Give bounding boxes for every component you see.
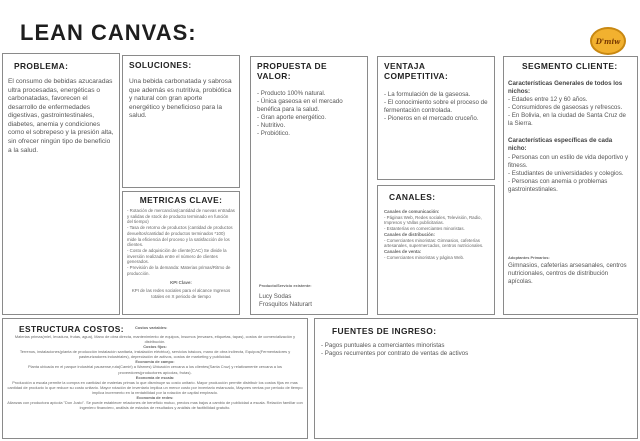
canales-title: CANALES:: [389, 192, 436, 202]
kpi-text: KPI de las redes sociales para el alcance Ingresos totales en X periodo de tiempo: [131, 288, 231, 300]
costos-title: ESTRUCTURA COSTOS:: [19, 324, 124, 334]
early-adopters-title: Adoptantes Primarios:: [508, 255, 550, 260]
costos-escala-title: Economía de escala:: [135, 374, 175, 380]
list-item: - El conocimiento sobre el proceso de fermentación controlada.: [384, 99, 488, 115]
existente-item: Frosquitos Naturart: [259, 301, 312, 309]
costos-fijos-text: Terrenos, instalaciones(planta de producción instalación sanitaria, instalación eléctrica), servicios básicos, mano de obra indirecta, Equipos(Fermentadores y pasteurizadores industriales), depreciación de activos, costos de marketing y publicidad.: [19, 349, 291, 360]
list-item: - Páginas Web, Redes sociales, Televisión, Radio, Impresos y Vallas publicitarias.: [384, 214, 482, 226]
propuesta-section: [250, 56, 368, 315]
list-item: - En Bolivia, en la ciudad de Santa Cruz de la Sierra.: [508, 112, 626, 128]
brand-logo: D'miw: [590, 27, 626, 55]
ventaja-title: VENTAJA COMPETITIVA:: [384, 61, 449, 81]
costos-redes-text: Alianzas con productora apícola "Don Justo". Se puede establecer relaciones de beneficio mutuo, precios mas bajos a cambio de publicidad a escala. Relación familiar con ingeniero financiero, análisis de estados de resultados y análisis de factibilidad gratuito.: [7, 400, 303, 411]
list-item: - Edades entre 12 y 60 años.: [508, 96, 588, 104]
costos-section: [2, 318, 308, 439]
list-item: - Comerciantes minoristas y página Web.: [384, 254, 465, 260]
costos-variables-title: Costos variables:: [135, 325, 168, 330]
list-item: - Nutritivo.: [257, 122, 286, 130]
list-item: - Comerciantes minoristas: Gimnasios, cafeterías artesanales, supermercados, centros nutricionales.: [384, 237, 484, 249]
list-item: - Previsión de la demanda: Materias primas/Ritmo de producción.: [127, 265, 231, 276]
costos-campo-text: Planta ubicada en el parque industrial pausense,ruta(Camiri) a Warnes) Ubicación cercana a los clientes(Santa Cruz) y relativamente cercana a los proveedores(productores apícolas, frutas).: [28, 364, 282, 375]
canales-section: [377, 185, 495, 315]
propuesta-title: PROPUESTA DE VALOR:: [257, 61, 327, 81]
fuentes-list: [321, 342, 631, 358]
venta-list: [384, 255, 488, 261]
list-item: - Probiótico.: [257, 130, 291, 138]
early-adopters-text: Gimnasios, cafeterías arsesanales, centros nutricionales, centros de distribución apícolas.: [508, 262, 627, 286]
list-item: - Pioneros en el mercado cruceño.: [384, 115, 479, 123]
list-item: - Tasa de retorno de productos (cantidad de productos devueltos/cantidad de productos terminados *100) mide la eficiencia del proceso y la satisfacción de los clientes.: [127, 225, 233, 248]
metricas-title: METRICAS CLAVE:: [139, 195, 223, 205]
list-item: - Estanterías en comerciantes minoristas.: [384, 226, 465, 232]
venta-title: Canales de venta:: [384, 249, 422, 255]
list-item: - Gran aporte energético.: [257, 114, 327, 122]
costos-campo-title: Economía de campo:: [135, 359, 175, 365]
general-title: Características Generales de todos los nichos:: [508, 80, 623, 96]
metricas-section: [122, 191, 240, 315]
distribucion-list: [384, 238, 488, 249]
list-item: - Personas con anemia o problemas gastrointestinales.: [508, 177, 608, 193]
costos-fijos-title: Costos fijos:: [143, 344, 167, 350]
comunicacion-title: Canales de comunicación:: [384, 209, 440, 214]
costos-escala-text: Producción a escala permite la compra en cantidad de materias primas lo que disminuye su costo unitario. Mayor producción permite distribuir los costos fijos en mas cantidad de producto lo que reduce su costo unitario. Mayor rotación de inventario implica un menor costo por inventario estancado, Mayores ventas por periodo de tiempo implica incremento en la rentabilidad por la rotación de capital empleado.: [7, 379, 303, 395]
list-item: - Producto 100% natural.: [257, 90, 326, 97]
distribucion-title: Canales de distribución:: [384, 231, 435, 237]
list-item: - Consumidores de gaseosas y refrescos.: [508, 104, 623, 112]
specific-list: [508, 154, 631, 194]
general-list: [508, 96, 631, 128]
costos-redes-title: Economía de redes:: [136, 394, 174, 400]
existente-item: Lucy Sodas: [259, 293, 292, 301]
comunicacion-list: [384, 215, 488, 232]
problema-section: [2, 53, 120, 315]
page-title: LEAN CANVAS:: [20, 20, 197, 45]
soluciones-title: SOLUCIONES:: [129, 60, 192, 70]
fuentes-section: [314, 318, 638, 439]
list-item: - Estudiantes de universidades y colegios.: [508, 169, 624, 177]
specific-title: Características específicas de cada nicho:: [508, 137, 613, 153]
propuesta-list: [257, 90, 361, 138]
list-item: - Personas con un estilo de vida deportivo y fitness.: [508, 153, 629, 169]
problema-title: PROBLEMA:: [14, 61, 69, 71]
costos-variables-text: Materias primas(miel, levadura, frutas, agua), Mano de obra directa, mantenimiento de equipos, Insumos (envases, etiquetas, tapas), costos de comercialización y distribución.: [14, 334, 296, 345]
list-item: - Costo de adquisición de cliente(CAC) Se divide la inversión realizada entre el número de clientes generados.: [127, 248, 227, 265]
segmento-section: [503, 56, 638, 315]
ventaja-list: [384, 91, 488, 123]
ventaja-section: [377, 56, 495, 180]
list-item: - La formulación de la gaseosa.: [384, 91, 471, 98]
list-item: - Rotación de mercancías(cantidad de nuevas entradas y salidas de stock de producto terminado en función del tiempo): [127, 208, 235, 225]
segmento-title: SEGMENTO CLIENTE:: [522, 61, 618, 71]
soluciones-text: Una bebida carbonatada y sabrosa que además es nutritiva, probiótica y natural con gran aporte energético y beneficioso para la salud.: [129, 78, 232, 120]
problema-text: El consumo de bebidas azucaradas ultra procesadas, energéticas o carbonatadas, favorecen el desarrollo de enfermedades digestivas, gastrointestinales, diabetes, anemia y condiciones como el sobrepeso y la presión alta, sin ofrecer ningún tipo de beneficio a la salud.: [8, 78, 114, 154]
existente-label: Producto/Servicio existente:: [259, 283, 312, 288]
fuentes-title: FUENTES DE INGRESO:: [332, 326, 437, 336]
list-item: - Pagos recurrentes por contrato de ventas de activos: [321, 350, 469, 358]
metricas-list: [127, 208, 235, 277]
kpi-title: KPI Clave:: [170, 279, 192, 285]
list-item: - Pagos puntuales a comerciantes minoristas: [321, 342, 445, 349]
list-item: - Única gaseosa en el mercado benéfica para la salud.: [257, 98, 343, 114]
soluciones-section: [122, 55, 240, 188]
